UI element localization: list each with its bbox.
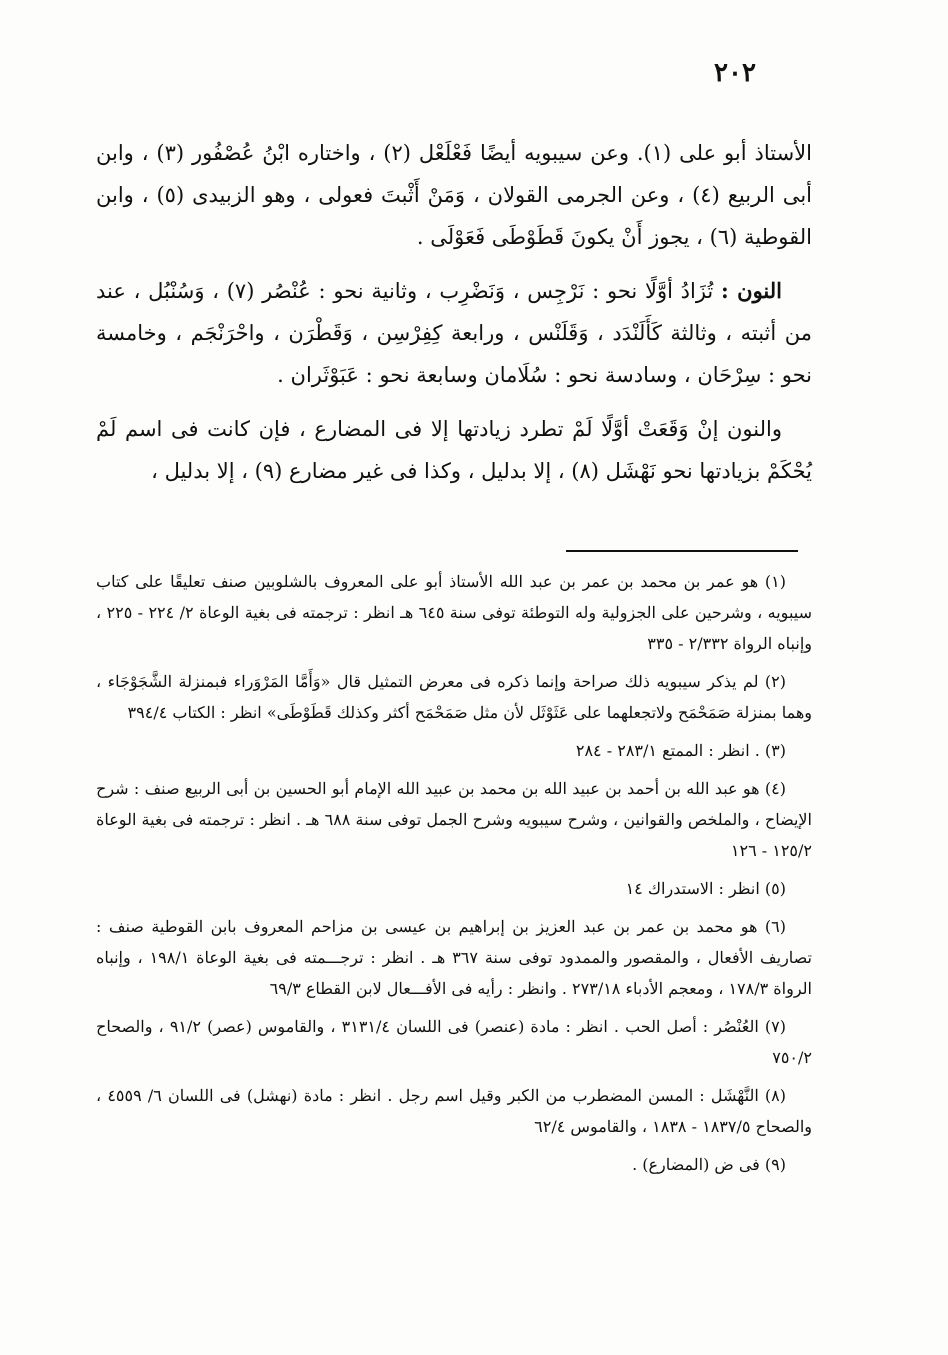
footnote: (٨) النَّهْشَل : المسن المضطرب من الكبر وقيل اسم رجل . انظر : مادة (نهشل) فى اللسان ٦/ ٤٥٥٩ ، والصحاح ١٨٣٧/٥ - ١٨٣٨ ، والقاموس ٦٢/٤: [96, 1086, 812, 1136]
main-text: [96, 132, 812, 504]
footnotes: [96, 566, 812, 1187]
paragraph-text: تُزَادُ أوَّلًا نحو : نَرْجِس ، وَنَضْرِب ، وثانية نحو : عُنْصُر (٧) ، وَسُنْبُل ، عند من أثبته ، وثالثة كَأَلَنْدَد ، وَقَلَنْس ، ورابعة كِفِرْسِن ، وَقَطْرَن ، واحْرَنْجَم ، وخامسة نحو : سِرْحَان ، وسادسة نحو : سُلَامان وسابعة نحو : عَبَوْثَران .: [96, 279, 812, 387]
paragraph: [96, 408, 812, 492]
paragraph: [96, 270, 812, 396]
footnote: (٧) العُنْصُر : أصل الحب . انظر : مادة (عنصر) فى اللسان ٣١٣١/٤ ، والقاموس (عصر) ٩١/٢ ، والصحاح ٧٥٠/٢: [96, 1017, 812, 1067]
footnote: (٣) . انظر : الممتع ٢٨٣/١ - ٢٨٤: [575, 741, 786, 760]
footnote: (٤) هو عبد الله بن أحمد بن عبيد الله بن محمد بن عبيد الله الإمام أبو الحسين بن أبى الربيع صنف : شرح الإيضاح ، والملخص والقوانين ، وشرح سيبويه وشرح الجمل توفى سنة ٦٨٨ هـ . انظر : ترجمته فى بغية الوعاة ١٢٥/٢ - ١٢٦: [96, 779, 813, 860]
paragraph-text: والنون إنْ وَقَعَتْ أوَّلًا لَمْ تطرد زيادتها إلا فى المضارع ، فإن كانت فى اسم لَمْ يُحْكَمْ بزيادتها نحو نَهْشَل (٨) ، إلا بدليل ، وكذا فى غير مضارع (٩) ، إلا بدليل ،: [96, 417, 812, 483]
page-number: ٢٠٢: [714, 58, 756, 88]
paragraph-text: الأستاذ أبو على (١). وعن سيبويه أيضًا فَعْلَعْل (٢) ، واختاره ابْنُ عُصْفُور (٣) ، وابن أبى الربيع (٤) ، وعن الجرمى القولان ، وَمَنْ أَثْبتَ فعولى ، وهو الزبيدى (٥) ، وابن القوطية (٦) ، يجوز أَنْ يكونَ قَطَوْطَى فَعَوْلَى .: [96, 141, 812, 249]
footnote-divider: [566, 550, 798, 552]
footnote: (١) هو عمر بن محمد بن عمر بن عبد الله الأستاذ أبو على المعروف بالشلوبين صنف تعليقًا على كتاب سيبويه ، وشرحين على الجزولية وله التوطئة توفى سنة ٦٤٥ هـ انظر : ترجمته فى بغية الوعاة ٢/ ٢٢٤ - ٢٢٥ ، وإنباه الرواة ٢/٣٣٢ - ٣٣٥: [96, 572, 813, 653]
paragraph: [96, 132, 812, 258]
footnote: (٩) فى ض (المضارع) .: [632, 1155, 786, 1174]
footnote: (٥) انظر : الاستدراك ١٤: [625, 879, 786, 898]
footnote: (٦) هو محمد بن عمر بن عبد العزيز بن إبراهيم بن عيسى بن مزاحم المعروف بابن القوطية صنف : تصاريف الأفعال ، والمقصور والممدود توفى سنة ٣٦٧ هـ . انظر : ترجـــمته فى بغية الوعاة ١٩٨/١ ، وإنباه الرواة ١٧٨/٣ ، ومعجم الأدباء ٢٧٣/١٨ . وانظر : رأيه فى الأفـــعال لابن القطاع ٦٩/٣: [96, 917, 812, 998]
section-lead: النون :: [721, 278, 782, 303]
footnote: (٢) لم يذكر سيبويه ذلك صراحة وإنما ذكره فى معرض التمثيل قال «وَأَمَّا المَرْوَراء فبمنزلة الشَّجَوْجَاء ، وهما بمنزلة صَمَحْمَح ولاتجعلهما على عَثَوْثَل لأن مثل صَمَحْمَح أكثر وكذلك قَطَوْطَى» انظر : الكتاب ٣٩٤/٤: [96, 672, 812, 722]
